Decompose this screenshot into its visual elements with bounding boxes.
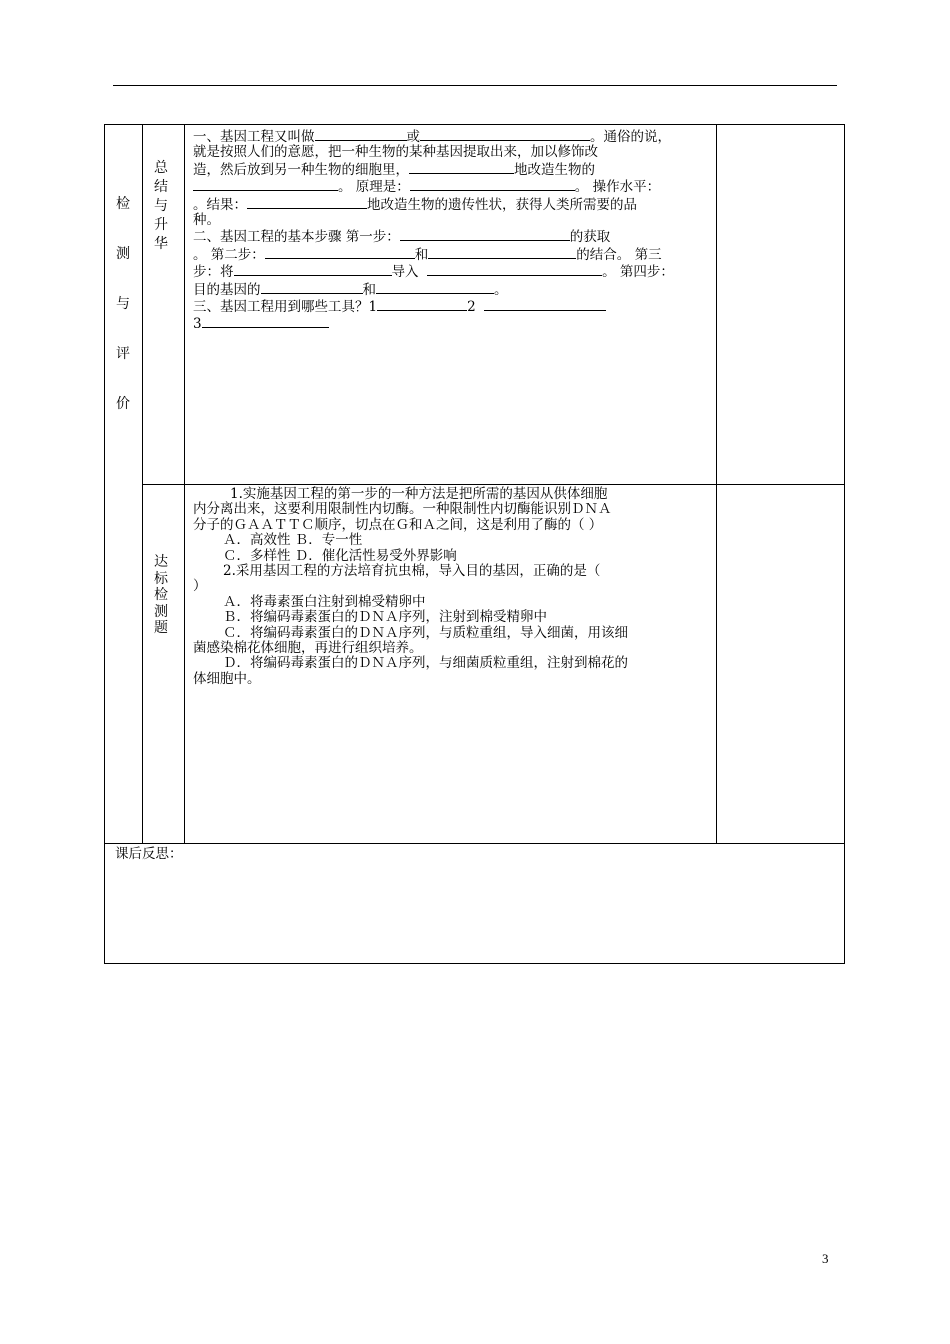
summary-line: 。结果： 地改造生物的遗传性状，获得人类所需要的品 [193, 196, 637, 213]
test-label-char: 达 [154, 554, 168, 570]
outer-label-char: 检 [116, 196, 130, 212]
test-line: 1.实施基因工程的第一步的一种方法是把所需的基因从供体细胞 [230, 486, 608, 502]
summary-content [193, 128, 713, 333]
summary-label-char: 结 [154, 179, 168, 195]
outer-label-char: 测 [116, 246, 130, 262]
test-line: 菌感染棉花体细胞，再进行组织培养。 [193, 640, 423, 657]
test-line: 分子的ＧＡＡＴＴＣ顺序，切点在Ｇ和Ａ之间，这是利用了酶的（ ） [193, 516, 603, 533]
outer-label-char: 价 [116, 396, 130, 412]
fill-blank[interactable] [315, 128, 407, 141]
fill-blank[interactable] [410, 178, 575, 191]
fill-blank[interactable] [409, 161, 514, 174]
reflection-label: 课后反思： [115, 846, 183, 862]
test-line: 体细胞中。 [193, 670, 261, 687]
test-content [193, 487, 713, 687]
fill-blank[interactable] [400, 228, 570, 241]
fill-blank[interactable] [261, 281, 363, 294]
test-option-line: Ｄ．将编码毒素蛋白的ＤＮＡ序列，与细菌质粒重组，注射到棉花的 [223, 655, 628, 672]
fill-blank[interactable] [427, 263, 602, 276]
test-label-char: 题 [154, 620, 168, 636]
summary-line: 。 第二步： 和 的结合。 第三 [193, 246, 662, 263]
test-label-char: 检 [154, 587, 168, 603]
test-option-line: Ａ．高效性 Ｂ．专一性 [223, 532, 363, 549]
test-line: 内分离出来，这要利用限制性内切酶。一种限制性内切酶能识别ＤＮＡ [193, 501, 612, 518]
test-line: ） [193, 578, 207, 595]
outer-label-char: 与 [116, 296, 130, 312]
worksheet-table [104, 124, 845, 964]
outer-section-label [113, 193, 133, 443]
summary-line: 目的基因的 和 。 [193, 281, 508, 298]
summary-label-char: 升 [154, 217, 168, 233]
test-option-line: Ａ．将毒素蛋白注射到棉受精卵中 [223, 593, 426, 610]
header-rule [113, 85, 837, 86]
fill-blank[interactable] [234, 263, 392, 276]
row-divider-bottom [105, 843, 845, 844]
summary-line: 。 原理是： 。 操作水平： [193, 178, 713, 195]
row-divider-middle [142, 484, 845, 485]
page-number: 3 [822, 1251, 829, 1266]
summary-line: 二、基因工程的基本步骤 第一步： 的获取 [193, 229, 611, 246]
summary-line: 3 [193, 315, 713, 332]
fill-blank[interactable] [376, 281, 494, 294]
fill-blank[interactable] [484, 298, 606, 311]
summary-line: 步：将 导入 。 第四步： [193, 264, 674, 281]
summary-label-char: 与 [154, 198, 168, 214]
summary-line: 种。 [193, 212, 220, 229]
test-label-char: 标 [154, 570, 168, 587]
test-section-label [151, 554, 171, 637]
test-option-line: Ｂ．将编码毒素蛋白的ＤＮＡ序列，注射到棉受精卵中 [223, 609, 547, 626]
fill-blank[interactable] [193, 178, 338, 191]
outer-label-char: 评 [116, 346, 130, 362]
summary-label-char: 华 [154, 236, 168, 252]
summary-line: 造，然后放到另一种生物的细胞里， 地改造生物的 [193, 161, 595, 178]
summary-line: 三、基因工程用到哪些工具？1 2 [193, 298, 713, 315]
fill-blank[interactable] [265, 246, 415, 259]
fill-blank[interactable] [202, 315, 329, 328]
summary-line: 就是按照人们的意愿，把一种生物的某种基因提取出来，加以修饰改 [193, 144, 598, 161]
summary-line: 一、基因工程又叫做 或 。通俗的说， [193, 129, 671, 145]
fill-blank[interactable] [377, 298, 467, 311]
test-label-char: 测 [154, 603, 168, 620]
test-option-line: Ｃ．将编码毒素蛋白的ＤＮＡ序列，与质粒重组，导入细菌，用该细 [223, 624, 628, 641]
test-option-line: Ｃ．多样性 Ｄ．催化活性易受外界影响 [223, 547, 457, 564]
summary-label-char: 总 [154, 160, 168, 176]
fill-blank[interactable] [247, 196, 367, 209]
fill-blank[interactable] [428, 246, 576, 259]
test-line: 2.采用基因工程的方法培育抗虫棉，导入目的基因，正确的是（ [223, 563, 601, 580]
summary-section-label [151, 159, 171, 254]
fill-blank[interactable] [420, 128, 590, 141]
